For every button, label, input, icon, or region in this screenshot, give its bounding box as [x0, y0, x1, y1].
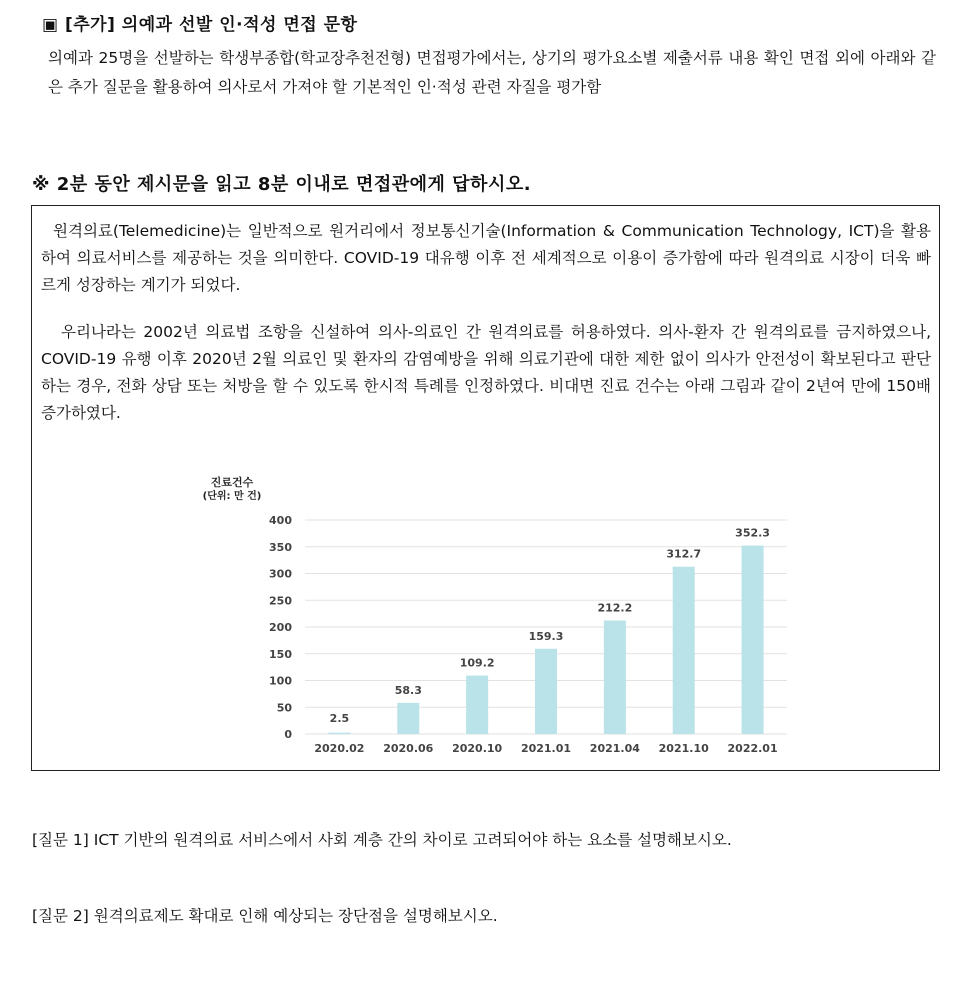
chart-title: 진료건수	[210, 476, 254, 489]
value-label: 159.3	[528, 629, 564, 643]
value-label: 212.2	[597, 601, 633, 615]
bar-2022.01	[742, 546, 764, 734]
bar-2021.01	[535, 649, 557, 734]
bar-2020.02	[328, 733, 350, 734]
question-1: [질문 1] ICT 기반의 원격의료 서비스에서 사회 계층 간의 차이로 고려되어야 하는 요소를 설명해보시오.	[32, 831, 732, 849]
x-tick-label: 2020.10	[452, 742, 503, 755]
bar-2020.10	[466, 676, 488, 734]
chart-subtitle: (단위: 만 건)	[202, 491, 262, 502]
y-tick-label: 0	[284, 728, 292, 741]
y-tick-label: 350	[269, 540, 292, 554]
bar-2021.10	[673, 567, 695, 734]
passage-paragraph-1: 원격의료(Telemedicine)는 일반적으로 원거리에서 정보통신기술(Information & Communication Technology, ICT)을 활용하여 의료서비스를 제공하는 것을 의미한다. COVID-19 대유행 이후 전 세계적으로 이용이 증가함에 따라 원격의료 시장이 더욱 빠르게 성장하는 계기가 되었다.	[41, 222, 931, 294]
value-label: 109.2	[459, 656, 495, 670]
x-tick-label: 2021.04	[589, 742, 640, 755]
y-tick-label: 400	[269, 514, 292, 527]
y-tick-label: 150	[269, 647, 292, 661]
instruction-heading: ※ 2분 동안 제시문을 읽고 8분 이내로 면접관에게 답하시오.	[32, 174, 532, 195]
section-title: ▣ [추가] 의예과 선발 인·적성 면접 문항	[42, 15, 358, 35]
y-tick-label: 100	[269, 674, 292, 688]
passage-box	[31, 205, 940, 771]
x-tick-label: 2020.02	[314, 742, 365, 755]
bar-2020.06	[397, 703, 419, 734]
y-tick-label: 300	[269, 567, 292, 581]
telemedicine-bar-chart	[202, 471, 802, 761]
x-tick-label: 2022.01	[727, 742, 778, 755]
value-label: 58.3	[394, 683, 422, 697]
value-label: 312.7	[666, 547, 702, 561]
bar-2021.04	[604, 620, 626, 734]
x-tick-label: 2021.10	[658, 742, 709, 755]
y-tick-label: 50	[276, 701, 292, 715]
y-tick-label: 250	[269, 594, 292, 608]
question-2: [질문 2] 원격의료제도 확대로 인해 예상되는 장단점을 설명해보시오.	[32, 907, 498, 925]
value-label: 352.3	[735, 526, 770, 540]
x-tick-label: 2020.06	[383, 742, 434, 755]
section-intro: 의예과 25명을 선발하는 학생부종합(학교장추천전형) 면접평가에서는, 상기의 평가요소별 제출서류 내용 확인 면접 외에 아래와 같은 추가 질문을 활용하여 의사로서 가져야 할 기본적인 인·적성 관련 자질을 평가함	[48, 49, 936, 96]
x-tick-label: 2021.01	[520, 742, 572, 755]
passage-paragraph-2: 우리나라는 2002년 의료법 조항을 신설하여 의사-의료인 간 원격의료를 허용하였다. 의사-환자 간 원격의료를 금지하였으나, COVID-19 유행 이후 2020년 2월 의료인 및 환자의 감염예방을 위해 의료기관에 대한 제한 없이 의사가 안전성이 확보된다고 판단하는 경우, 전화 상담 또는 처방을 할 수 있도록 한시적 특례를 인정하였다. 비대면 진료 건수는 아래 그림과 같이 2년여 만에 150배 증가하였다.	[41, 323, 931, 422]
value-label: 2.5	[329, 712, 350, 725]
y-tick-label: 200	[269, 621, 292, 634]
